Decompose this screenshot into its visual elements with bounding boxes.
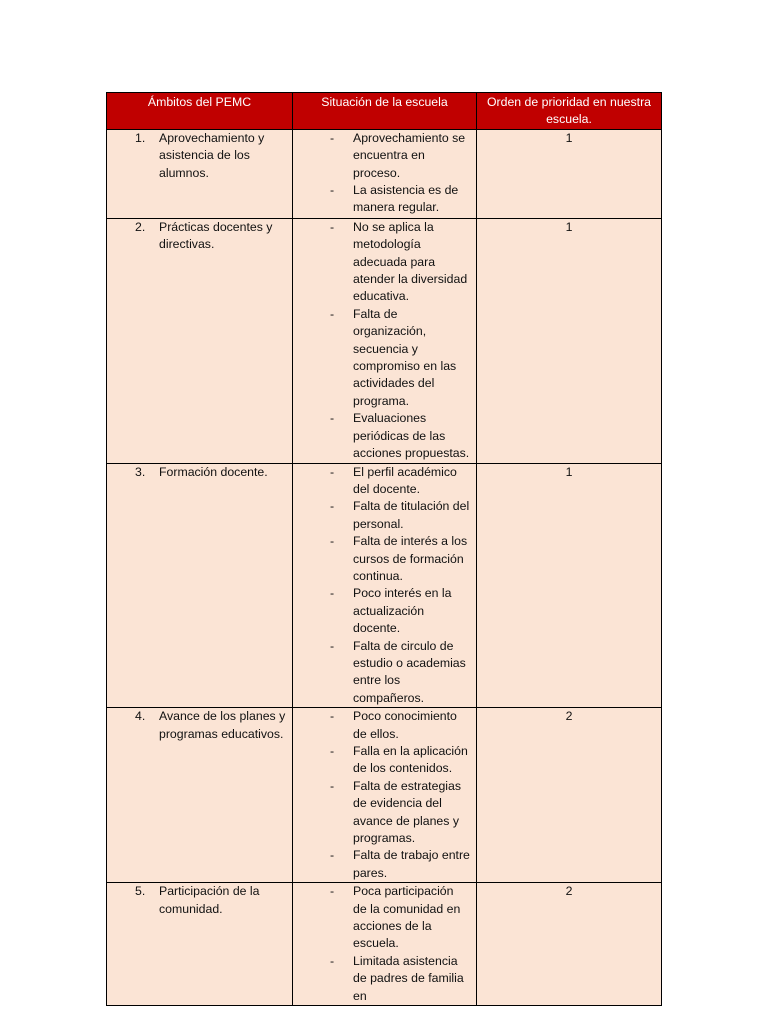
situacion-cell: [293, 463, 477, 708]
ambito-cell: [107, 218, 293, 463]
list-item: - La asistencia es de manera regular.: [330, 183, 459, 215]
table-row: [107, 218, 662, 463]
ambito-cell: [107, 883, 293, 1006]
ambito-cell: [107, 463, 293, 708]
list-item: - Falta de interés a los cursos de formación continua.: [330, 534, 468, 583]
ambito-text: Avance de los planes y programas educativos.: [159, 709, 286, 741]
list-item: - Falta de titulación del personal.: [330, 499, 470, 531]
list-item: - Evaluaciones periódicas de las acciones propuestas.: [330, 411, 470, 461]
list-item: - Falta de trabajo entre pares.: [330, 848, 470, 880]
list-item: - No se aplica la metodología adecuada para atender la diversidad educativa.: [330, 219, 468, 304]
situacion-cell: [293, 883, 477, 1006]
prioridad-cell: 1: [477, 218, 662, 463]
prioridad-cell: 1: [477, 463, 662, 708]
ambito-cell: [107, 708, 293, 883]
row-number: 2.: [135, 219, 146, 234]
header-ambitos: Ámbitos del PEMC: [107, 93, 293, 130]
list-item: - El perfil académico del docente.: [330, 464, 457, 496]
list-item: - Poco interés en la actualización docente.: [330, 586, 452, 636]
list-item: - Falta de circulo de estudio o academias entre los compañeros.: [330, 638, 466, 705]
row-number: 3.: [135, 464, 146, 479]
ambito-text: Formación docente.: [159, 464, 268, 479]
row-number: 1.: [135, 130, 146, 145]
prioridad-cell: 1: [477, 129, 662, 218]
ambito-text: Aprovechamiento y asistencia de los alumnos.: [159, 130, 265, 180]
header-situacion: Situación de la escuela: [293, 93, 477, 130]
row-number: 4.: [135, 709, 146, 724]
pemc-table: [106, 92, 662, 1006]
row-number: 5.: [135, 884, 146, 899]
list-item: - Poco conocimiento de ellos.: [330, 709, 457, 741]
situacion-cell: [293, 129, 477, 218]
header-prioridad: Orden de prioridad en nuestra escuela.: [477, 93, 662, 130]
situacion-cell: [293, 218, 477, 463]
list-item: - Aprovechamiento se encuentra en proceso.: [330, 130, 466, 180]
ambito-text: Participación de la comunidad.: [159, 884, 260, 916]
list-item: - Poca participación de la comunidad en acciones de la escuela.: [330, 884, 461, 951]
list-item: - Falta de estrategias de evidencia del avance de planes y programas.: [330, 778, 462, 846]
table-row: [107, 883, 662, 1006]
table-row: [107, 463, 662, 708]
table-row: [107, 129, 662, 218]
ambito-cell: [107, 129, 293, 218]
list-item: - Falla en la aplicación de los contenidos.: [330, 744, 468, 776]
ambito-text: Prácticas docentes y directivas.: [159, 219, 273, 252]
list-item: - Falta de organización, secuencia y compromiso en las actividades del programa.: [330, 306, 457, 408]
table-header-row: [107, 93, 662, 130]
prioridad-cell: 2: [477, 708, 662, 883]
list-item: - Limitada asistencia de padres de familia en: [330, 953, 464, 1003]
situacion-cell: [293, 708, 477, 883]
prioridad-cell: 2: [477, 883, 662, 1006]
table-row: [107, 708, 662, 883]
